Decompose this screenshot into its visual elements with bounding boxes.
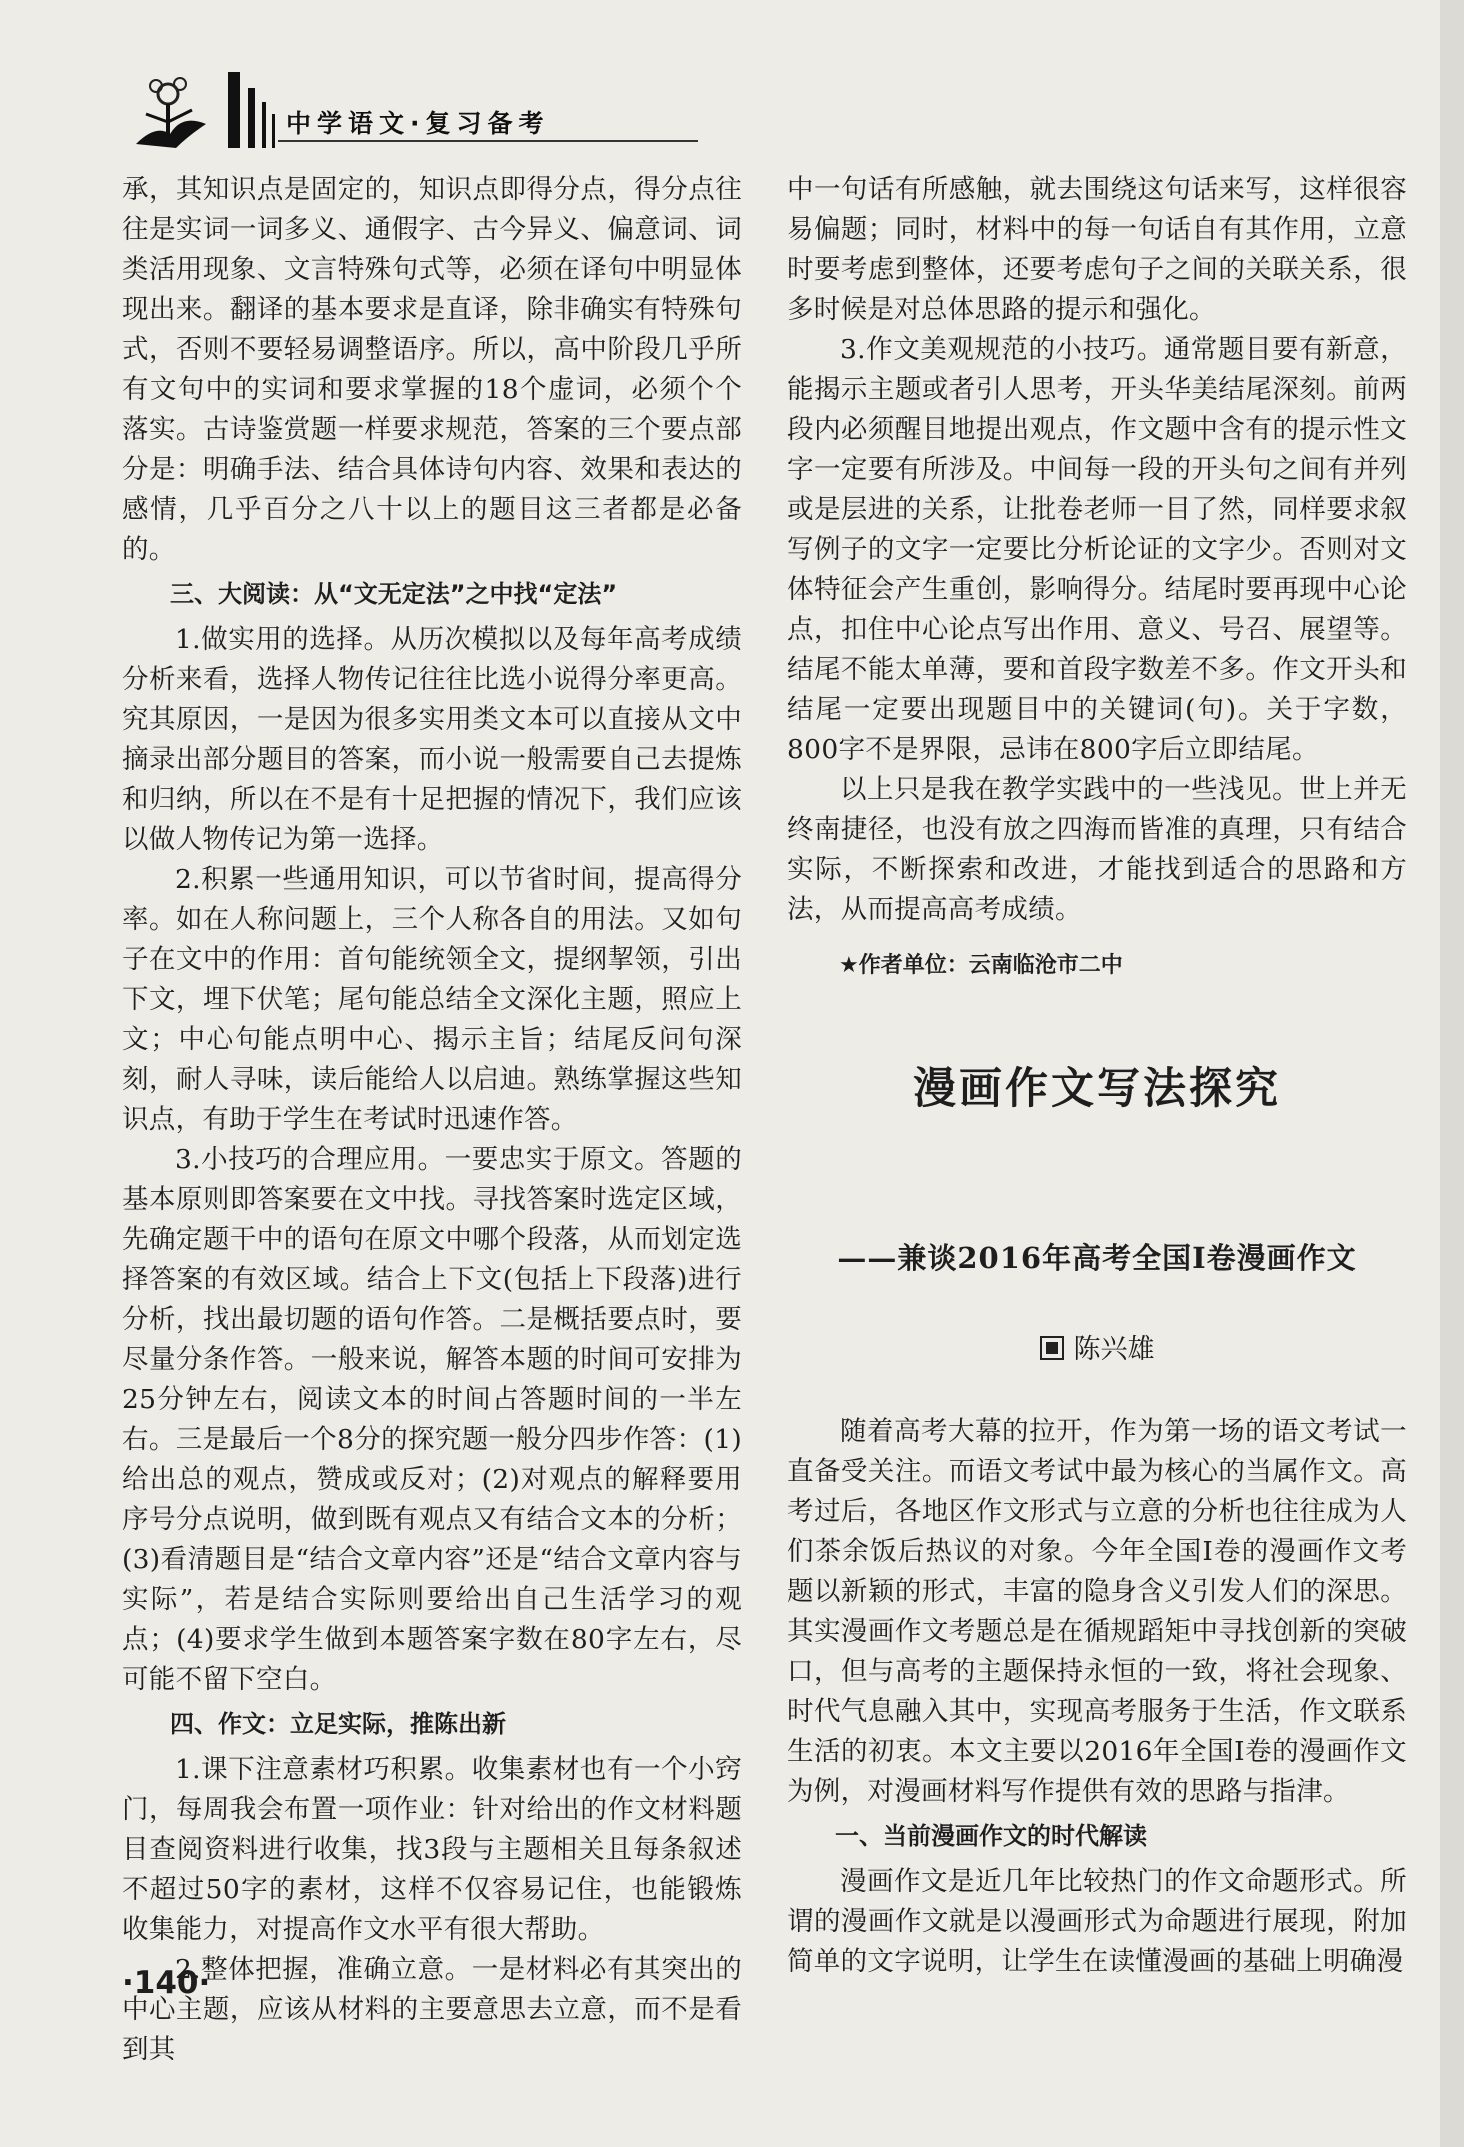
article-subtitle: ——兼谈2016年高考全国Ⅰ卷漫画作文 — [837, 1241, 1357, 1275]
body-paragraph: 以上只是我在教学实践中的一些浅见。世上并无终南捷径，也没有放之四海而皆准的真理，只有结合实际，不断探索和改进，才能找到适合的思路和方法，从而提高高考成绩。 — [787, 774, 1407, 925]
body-paragraph: 3.小技巧的合理应用。一要忠实于原文。答题的基本原则即答案要在文中找。寻找答案时选定区域，先确定题干中的语句在原文中哪个段落，从而划定选择答案的有效区域。结合上下文(包括上下段落)进行分析，找出最切题的语句作答。二是概括要点时，要尽量分条作答。一般来说，解答本题的时间可安排为25分钟左右，阅读文本的时间占答题时间的一半左右。三是最后一个8分的探究题一般分四步作答：(1)给出总的观点，赞成或反对；(2)对观点的解释要用序号分点说明，做到既有观点又有结合文本的分析；(3)看清题目是“结合文章内容”还是“结合文章内容与实际”，若是结合实际则要给出自己生活学习的观点；(4)要求学生做到本题答案字数在80字左右，尽可能不留下空白。 — [122, 1144, 742, 1695]
body-paragraph: 中一句话有所感触，就去围绕这句话来写，这样很容易偏题；同时，材料中的每一句话自有其作用，立意时要考虑到整体，还要考虑句子之间的关联关系，很多时候是对总体思路的提示和强化。 — [787, 174, 1407, 325]
author-name: 陈兴雄 — [1073, 1334, 1155, 1365]
header-rule — [278, 140, 698, 142]
body-paragraph: 1.课下注意素材巧积累。收集素材也有一个小窍门，每周我会布置一项作业：针对给出的作文材料题目查阅资料进行收集，找3段与主题相关且每条叙述不超过50字的素材，这样不仅容易记住，也能锻炼收集能力，对提高作文水平有很大帮助。 — [122, 1754, 742, 1945]
header-bars-icon — [226, 72, 286, 148]
journal-title: 中学语文·复习备考 — [286, 109, 550, 138]
body-paragraph: 2.积累一些通用知识，可以节省时间，提高得分率。如在人称问题上，三个人称各自的用法。又如句子在文中的作用：首句能统领全文，提纲挈领，引出下文，埋下伏笔；尾句能总结全文深化主题，照应上文；中心句能点明中心、揭示主旨；结尾反问句深刻，耐人寻味，读后能给人以启迪。熟练掌握这些知识点，有助于学生在考试时迅速作答。 — [122, 864, 742, 1135]
right-column-bottom — [787, 1412, 1407, 1982]
article-byline — [787, 1327, 1407, 1366]
author-unit: ★作者单位：云南临沧市二中 — [839, 953, 1123, 978]
section-heading: 四、作文：立足实际，推陈出新 — [170, 1710, 506, 1738]
body-paragraph: 1.做实用的选择。从历次模拟以及每年高考成绩分析来看，选择人物传记往往比选小说得分率更高。究其原因，一是因为很多实用类文本可以直接从文中摘录出部分题目的答案，而小说一般需要自己去提炼和归纳，所以在不是有十足把握的情况下，我们应该以做人物传记为第一选择。 — [122, 624, 742, 855]
page-number: ·140· — [122, 1965, 211, 2001]
body-paragraph: 承，其知识点是固定的，知识点即得分点，得分点往往是实词一词多义、通假字、古今异义、偏意词、词类活用现象、文言特殊句式等，必须在译句中明显体现出来。翻译的基本要求是直译，除非确实有特殊句式，否则不要轻易调整语序。所以，高中阶段几乎所有文句中的实词和要求掌握的18个虚词，必须个个落实。古诗鉴赏题一样要求规范，答案的三个要点部分是：明确手法、结合具体诗句内容、效果和表达的感情，几乎百分之八十以上的题目这三者都是必备的。 — [122, 174, 742, 565]
page-header — [118, 58, 738, 153]
body-paragraph: 2.整体把握，准确立意。一是材料必有其突出的中心主题，应该从材料的主要意思去立意，而不是看到其 — [122, 1954, 742, 2065]
section-heading: 三、大阅读：从“文无定法”之中找“定法” — [170, 580, 618, 608]
body-paragraph: 随着高考大幕的拉开，作为第一场的语文考试一直备受关注。而语文考试中最为核心的当属作文。高考过后，各地区作文形式与立意的分析也往往成为人们茶余饭后热议的对象。今年全国Ⅰ卷的漫画作文考题以新颖的形式，丰富的隐身含义引发人们的深思。其实漫画作文考题总是在循规蹈矩中寻找创新的突破口，但与高考的主题保持永恒的一致，将社会现象、时代气息融入其中，实现高考服务于生活，作文联系生活的初衷。本文主要以2016年全国Ⅰ卷的漫画作文为例，对漫画材料写作提供有效的思路与指津。 — [787, 1416, 1407, 1807]
page-spine-shadow — [1440, 0, 1464, 2147]
body-paragraph: 3.作文美观规范的小技巧。通常题目要有新意，能揭示主题或者引人思考，开头华美结尾深刻。前两段内必须醒目地提出观点，作文题中含有的提示性文字一定要有所涉及。中间每一段的开头句之间有并列或是层进的关系，让批卷老师一目了然，同样要求叙写例子的文字一定要比分析论证的文字少。否则对文体特征会产生重创，影响得分。结尾时要再现中心论点，扣住中心论点写出作用、意义、号召、展望等。结尾不能太单薄，要和首段字数差不多。作文开头和结尾一定要出现题目中的关键词(句)。关于字数，800字不是界限，忌讳在800字后立即结尾。 — [787, 334, 1407, 765]
byline-square-icon — [1040, 1336, 1064, 1360]
flower-logo-icon — [126, 64, 214, 152]
right-column-top — [787, 170, 1407, 979]
body-paragraph: 漫画作文是近几年比较热门的作文命题形式。所谓的漫画作文就是以漫画形式为命题进行展现，附加简单的文字说明，让学生在读懂漫画的基础上明确漫 — [787, 1866, 1407, 1977]
section-heading: 一、当前漫画作文的时代解读 — [835, 1822, 1147, 1850]
article-title: 漫画作文写法探究 — [913, 1064, 1281, 1114]
left-column — [122, 170, 742, 2070]
